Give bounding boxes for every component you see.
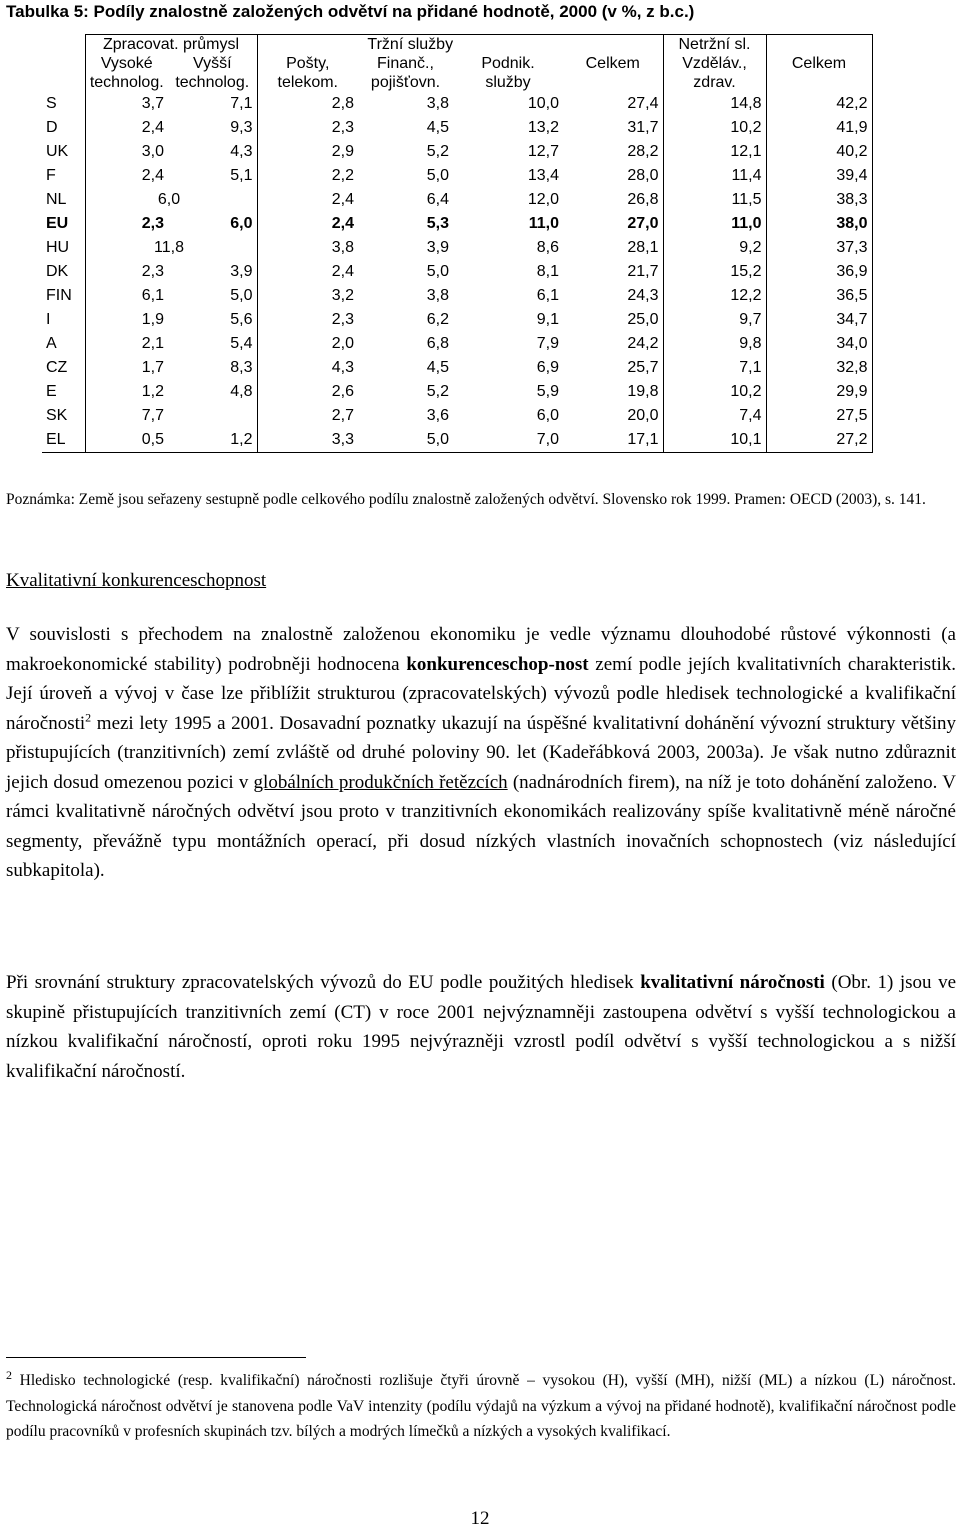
table-cell: 41,9 bbox=[766, 116, 872, 140]
p1-bold: konkurenceschop-nost bbox=[406, 653, 589, 675]
p1-text-c: zemí podle jejích kvalitativních charakteristik. Její úroveň a vývoj v čase lze přiblížit strukturou (zpracovatelských) vývozů podle hledisek technologické a kvalifikační náročnosti bbox=[6, 653, 957, 734]
table-cell: 3,9 bbox=[230, 263, 253, 280]
row-label: CZ bbox=[46, 359, 68, 376]
table-note: Poznámka: Země jsou seřazeny sestupně podle celkového podílu znalostně založených odvětví. Slovensko rok 1999. Pramen: OECD (2003), s. 141. bbox=[6, 491, 926, 508]
table-row bbox=[42, 380, 872, 404]
table-cell: 2,7 bbox=[257, 404, 358, 428]
table-cell: 7,1 bbox=[230, 95, 253, 112]
table-cell: 37,3 bbox=[766, 236, 872, 260]
row-label: E bbox=[46, 383, 57, 400]
table-cell: 25,7 bbox=[627, 359, 659, 376]
col-post-1: Pošty, bbox=[286, 55, 330, 72]
col-high-tech-2: technolog. bbox=[89, 74, 164, 91]
table-cell: 6,9 bbox=[536, 359, 559, 376]
p1-text-a: V souvislosti s přechodem na znalostně založenou ekonomiku je vedle významu dlouhodobé růstové výkonnosti (a makroekonomické stability) podrobněji hodnocena bbox=[6, 624, 956, 675]
table-cell: 28,1 bbox=[627, 239, 659, 256]
table-cell: 2,3 bbox=[85, 212, 168, 236]
row-label: A bbox=[46, 335, 57, 352]
table-row bbox=[42, 356, 872, 380]
table-cell: 2,6 bbox=[257, 380, 358, 404]
table-cell: 28,2 bbox=[627, 143, 659, 160]
table-cell: 5,0 bbox=[426, 167, 449, 184]
table-cell: 11,0 bbox=[528, 215, 559, 232]
table-row bbox=[42, 260, 872, 284]
table-cell: 3,8 bbox=[426, 287, 449, 304]
table-cell: 2,4 bbox=[257, 188, 358, 212]
table-cell: 5,6 bbox=[230, 311, 253, 328]
table-cell: 1,2 bbox=[168, 428, 257, 453]
table-cell: 10,2 bbox=[663, 380, 766, 404]
paragraph-2 bbox=[6, 968, 956, 1086]
table-row bbox=[42, 404, 872, 428]
table-cell: 9,3 bbox=[230, 119, 253, 136]
table-cell: 3,8 bbox=[257, 236, 358, 260]
section-title: Kvalitativní konkurenceschopnost bbox=[6, 570, 267, 591]
table-cell: 5,9 bbox=[536, 383, 559, 400]
table-cell: 2,4 bbox=[257, 212, 358, 236]
table-cell: 11,5 bbox=[663, 188, 766, 212]
table-cell: 5,4 bbox=[230, 335, 253, 352]
table-caption: Tabulka 5: Podíly znalostně založených odvětví na přidané hodnotě, 2000 (v %, z b.c.) bbox=[6, 2, 695, 21]
table-cell: 3,6 bbox=[426, 407, 449, 424]
footnote-number: 2 bbox=[6, 1367, 12, 1382]
table-cell: 3,9 bbox=[426, 239, 449, 256]
table-cell: 28,0 bbox=[627, 167, 659, 184]
table-cell: 3,0 bbox=[85, 140, 168, 164]
table-cell: 4,5 bbox=[426, 119, 449, 136]
table-row bbox=[42, 236, 872, 260]
col-edu-2: zdrav. bbox=[693, 74, 736, 91]
table-cell: 4,3 bbox=[257, 356, 358, 380]
table-cell: 20,0 bbox=[627, 407, 659, 424]
table-cell: 2,8 bbox=[257, 92, 358, 116]
table-cell: 1,2 bbox=[85, 380, 168, 404]
p1-underlined: globálních produkčních řetězcích bbox=[253, 771, 508, 793]
table-cell: 25,0 bbox=[627, 311, 659, 328]
table-cell: 2,4 bbox=[85, 164, 168, 188]
table-cell: 15,2 bbox=[663, 260, 766, 284]
row-label: F bbox=[46, 167, 56, 184]
table-row bbox=[42, 284, 872, 308]
group-header-non-market: Netržní sl. bbox=[663, 35, 766, 55]
col-business-2: služby bbox=[485, 74, 531, 91]
table-cell: 1,9 bbox=[85, 308, 168, 332]
table-cell: 38,3 bbox=[766, 188, 872, 212]
table-cell: 8,3 bbox=[230, 359, 253, 376]
row-label: NL bbox=[46, 191, 67, 208]
table-row bbox=[42, 188, 872, 212]
table-cell: 34,7 bbox=[766, 308, 872, 332]
footnote-ref: 2 bbox=[85, 710, 92, 725]
table-cell: 42,2 bbox=[766, 92, 872, 116]
table-cell: 6,0 bbox=[230, 215, 253, 232]
table-cell: 13,2 bbox=[527, 119, 559, 136]
table-cell: 7,0 bbox=[453, 428, 563, 453]
table-cell: 5,0 bbox=[426, 263, 449, 280]
table-row bbox=[42, 140, 872, 164]
table-cell: 12,0 bbox=[527, 191, 559, 208]
table-cell-merged: 6,0 bbox=[85, 188, 257, 212]
table-cell: 5,0 bbox=[230, 287, 253, 304]
p2-text-a: Při srovnání struktury zpracovatelských vývozů do EU podle použitých hledisek bbox=[6, 972, 641, 993]
table-cell: 4,5 bbox=[426, 359, 449, 376]
col-post-2: telekom. bbox=[277, 74, 338, 91]
table-row bbox=[42, 308, 872, 332]
table-cell: 26,8 bbox=[627, 191, 659, 208]
footnote-text: Hledisko technologické (resp. kvalifikační) náročnosti rozlišuje čtyři úrovně – vysokou (H), vyšší (MH), nižší (ML) a nízkou (L) náročnost. Technologická náročnost odvětví je stanovena podle VaV intenzity (podílu výdajů na výzkum a vývoj na přidané hodnotě), kvalifikační náročnost podle podílu pracovníků v profesních skupinách tzv. bílých a modrých límečků a nízkých a vysokých kvalifikací. bbox=[6, 1372, 956, 1440]
table-cell: 13,4 bbox=[527, 167, 559, 184]
table-cell: 12,7 bbox=[527, 143, 559, 160]
table-cell-merged: 11,8 bbox=[85, 236, 257, 260]
table-cell: 7,1 bbox=[663, 356, 766, 380]
col-mid-high-1: Vyšší bbox=[192, 55, 232, 72]
footnote-rule bbox=[6, 1357, 306, 1358]
table-cell: 5,2 bbox=[426, 383, 449, 400]
table-cell: 5,2 bbox=[426, 143, 449, 160]
table-cell: 1,7 bbox=[85, 356, 168, 380]
table-cell: 6,1 bbox=[85, 284, 168, 308]
group-header-market-services: Tržní služby bbox=[257, 35, 563, 55]
page-number: 12 bbox=[470, 1508, 490, 1529]
row-label: DK bbox=[46, 263, 69, 280]
table-cell: 9,8 bbox=[663, 332, 766, 356]
row-label: HU bbox=[46, 239, 70, 256]
table-cell: 8,6 bbox=[536, 239, 559, 256]
table-cell: 29,9 bbox=[766, 380, 872, 404]
table-cell: 6,1 bbox=[536, 287, 559, 304]
row-label: I bbox=[46, 311, 51, 328]
row-label: FIN bbox=[46, 287, 72, 304]
col-mid-high-2: technolog. bbox=[175, 74, 250, 91]
paragraph-1 bbox=[6, 620, 956, 886]
group-header-manufacturing: Zpracovat. průmysl bbox=[85, 35, 257, 55]
table-cell: 38,0 bbox=[766, 212, 872, 236]
table-cell: 2,1 bbox=[85, 332, 168, 356]
table-cell: 40,2 bbox=[766, 140, 872, 164]
col-edu-1: Vzděláv., bbox=[682, 55, 747, 72]
table-cell: 3,7 bbox=[85, 92, 168, 116]
table-cell: 11,0 bbox=[663, 212, 766, 236]
col-total-right: Celkem bbox=[766, 54, 872, 92]
table-cell: 27,0 bbox=[627, 215, 659, 232]
p1-text-d: mezi lety 1995 a 2001. Dosavadní poznatky ukazují na úspěšné kvalitativní dohánění vývozní struktury většiny přistupujících (tranzitivních) zemí zvláště od druhé poloviny 90. let (Kadeřábková 2003, 2003a). Je však nutno zdůraznit jejich dosud omezenou pozici v bbox=[6, 712, 956, 793]
table-cell: 32,8 bbox=[766, 356, 872, 380]
table-cell: 4,3 bbox=[230, 143, 253, 160]
table-cell: 10,1 bbox=[663, 428, 766, 453]
table-cell: 5,1 bbox=[230, 167, 253, 184]
row-label: D bbox=[46, 119, 58, 136]
col-total-mid: Celkem bbox=[585, 55, 640, 72]
p1-text-f: (nadnárodních firem), na níž je toto dohánění založeno. V rámci kvalitativně náročných odvětví jsou proto v tranzitivních ekonomikách realizovány spíše kvalitativně méně náročné segmenty, převážně typu montážních operací, při dosud nízkých vlastních inovačních schopnostech (viz následující subkapitola). bbox=[6, 771, 956, 881]
table-cell: 36,9 bbox=[766, 260, 872, 284]
table-cell: 6,0 bbox=[536, 407, 559, 424]
table-cell: 27,5 bbox=[766, 404, 872, 428]
row-label: EU bbox=[46, 215, 69, 232]
table-cell: 2,3 bbox=[257, 116, 358, 140]
table-cell: 39,4 bbox=[766, 164, 872, 188]
table-cell: 2,4 bbox=[257, 260, 358, 284]
col-high-tech-1: Vysoké bbox=[100, 55, 153, 72]
table-cell: 9,1 bbox=[536, 311, 559, 328]
table-cell: 34,0 bbox=[766, 332, 872, 356]
table-cell: 0,5 bbox=[85, 428, 168, 453]
table-cell: 2,2 bbox=[257, 164, 358, 188]
row-label: EL bbox=[42, 428, 85, 453]
table-body bbox=[42, 92, 872, 453]
table-cell: 7,4 bbox=[663, 404, 766, 428]
table-cell: 24,3 bbox=[627, 287, 659, 304]
data-table bbox=[42, 34, 873, 453]
table-cell: 2,9 bbox=[257, 140, 358, 164]
col-finance-2: pojišťovn. bbox=[370, 74, 441, 91]
table-cell: 17,1 bbox=[563, 428, 663, 453]
table-cell: 2,3 bbox=[85, 260, 168, 284]
table-cell: 7,9 bbox=[536, 335, 559, 352]
table-row bbox=[42, 332, 872, 356]
row-label: UK bbox=[46, 143, 69, 160]
table-row bbox=[42, 92, 872, 116]
table-cell: 6,4 bbox=[426, 191, 449, 208]
table-row bbox=[42, 428, 872, 453]
table-cell: 5,3 bbox=[426, 215, 449, 232]
table-row bbox=[42, 164, 872, 188]
table-cell: 6,8 bbox=[426, 335, 449, 352]
table-cell: 11,4 bbox=[663, 164, 766, 188]
col-finance-1: Finanč., bbox=[377, 55, 434, 72]
footnote bbox=[6, 1368, 956, 1445]
table-cell: 8,1 bbox=[536, 263, 559, 280]
table-cell: 27,2 bbox=[766, 428, 872, 453]
col-business-1: Podnik. bbox=[481, 55, 535, 72]
table-cell: 3,8 bbox=[426, 95, 449, 112]
row-label: S bbox=[46, 95, 57, 112]
table-cell: 27,4 bbox=[627, 95, 659, 112]
table-cell: 9,7 bbox=[663, 308, 766, 332]
table-row bbox=[42, 212, 872, 236]
table-cell: 31,7 bbox=[627, 119, 659, 136]
table-cell: 2,3 bbox=[257, 308, 358, 332]
table-cell: 12,2 bbox=[663, 284, 766, 308]
table-cell: 36,5 bbox=[766, 284, 872, 308]
table-row bbox=[42, 116, 872, 140]
p2-bold: kvalitativní náročnosti bbox=[640, 972, 825, 993]
table-cell: 21,7 bbox=[627, 263, 659, 280]
table-cell: 5,0 bbox=[358, 428, 453, 453]
table-cell: 10,2 bbox=[663, 116, 766, 140]
table-cell: 6,2 bbox=[426, 311, 449, 328]
table-cell: 3,2 bbox=[257, 284, 358, 308]
p2-text-c: (Obr. 1) jsou ve skupině přistupujících tranzitivních zemí (CT) v roce 2001 nejvýznamněji zastoupena odvětví s vyšší technologickou a nízkou kvalifikační náročností, oproti roku 1995 nejvýrazněji vzrostl podíl odvětví s vyšší technologickou a s nižší kvalifikační náročností. bbox=[6, 972, 957, 1082]
table-cell: 12,1 bbox=[663, 140, 766, 164]
table-cell: 2,0 bbox=[257, 332, 358, 356]
table-cell: 14,8 bbox=[663, 92, 766, 116]
table-cell: 9,2 bbox=[663, 236, 766, 260]
row-label: SK bbox=[46, 407, 68, 424]
table-cell: 7,7 bbox=[85, 404, 168, 428]
table-cell: 24,2 bbox=[627, 335, 659, 352]
table-cell: 2,4 bbox=[85, 116, 168, 140]
table-cell: 10,0 bbox=[527, 95, 559, 112]
table-cell bbox=[168, 404, 257, 428]
table-cell: 3,3 bbox=[257, 428, 358, 453]
table-cell: 19,8 bbox=[627, 383, 659, 400]
table-cell: 4,8 bbox=[230, 383, 253, 400]
